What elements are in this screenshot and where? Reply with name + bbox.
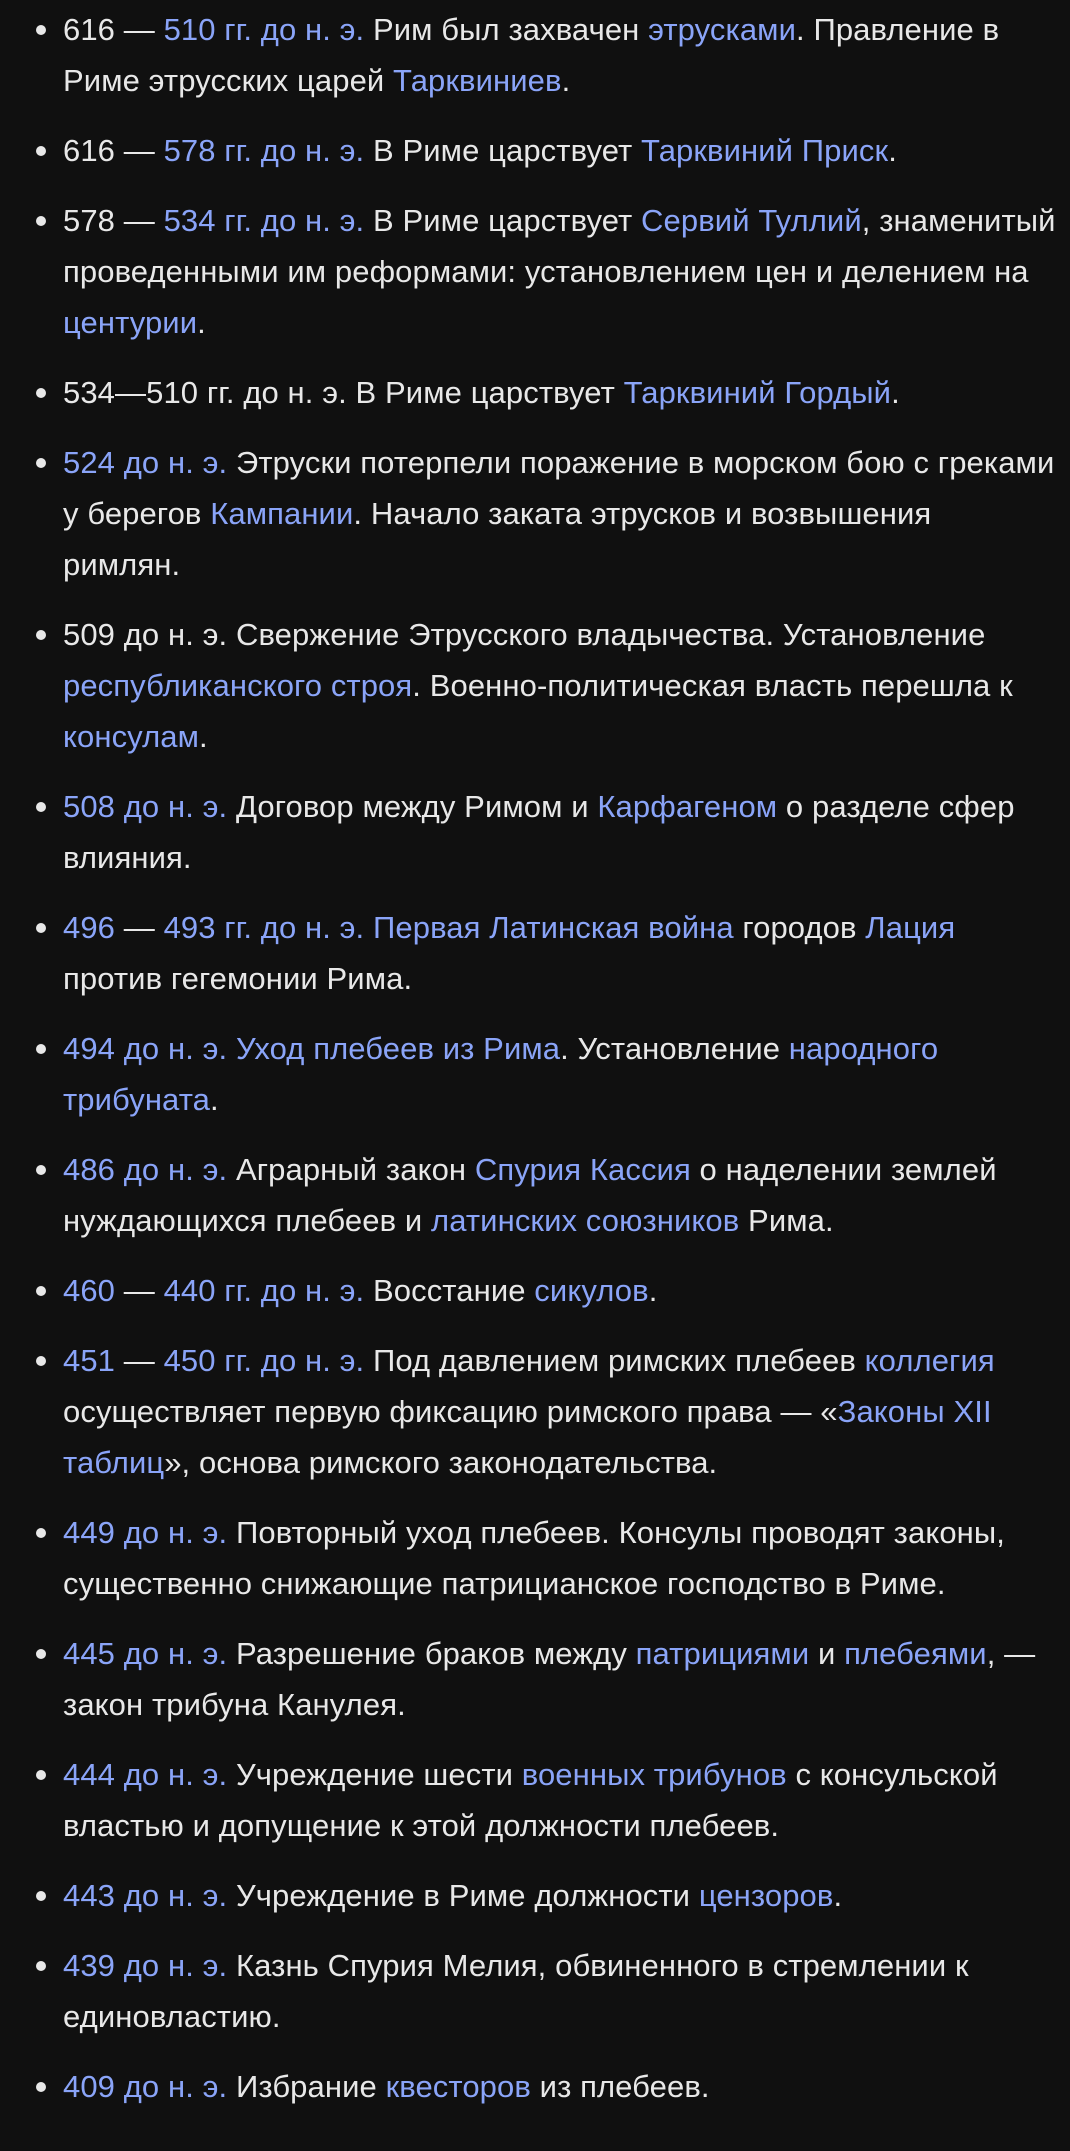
article-link[interactable]: 496 [63, 910, 116, 945]
timeline-item [0, 2061, 1070, 2112]
timeline-item [0, 1749, 1070, 1851]
article-link[interactable]: 444 до н. э. [63, 1757, 228, 1792]
article-link[interactable]: 440 гг. до н. э. [163, 1273, 365, 1308]
timeline-item [0, 781, 1070, 883]
article-link[interactable]: 508 до н. э. [63, 789, 228, 824]
timeline-item [0, 1265, 1070, 1316]
bullet-icon [36, 802, 46, 812]
article-link[interactable]: Лация [865, 910, 956, 945]
item-text: из плебеев. [530, 2069, 710, 2104]
bullet-icon [36, 1528, 46, 1538]
item-text: Восстание [364, 1273, 535, 1308]
item-text: — [115, 1273, 164, 1308]
bullet-icon [36, 1649, 46, 1659]
article-link[interactable]: квесторов [385, 2069, 531, 2104]
item-text: . [648, 1273, 658, 1308]
article-link[interactable]: 534 гг. до н. э. [163, 203, 365, 238]
article-link[interactable]: центурии [63, 305, 198, 340]
item-text: В Риме царствует [364, 203, 642, 238]
item-text: Избрание [227, 2069, 386, 2104]
bullet-icon [36, 2082, 46, 2092]
bullet-icon [36, 923, 46, 933]
article-link[interactable]: 578 гг. до н. э. [163, 133, 365, 168]
item-text: . Военно-политическая власть перешла к [412, 668, 1013, 703]
article-link[interactable]: Карфагеном [597, 789, 778, 824]
article-link[interactable]: латинских союзников [431, 1203, 740, 1238]
article-link[interactable]: 445 до н. э. [63, 1636, 228, 1671]
item-text: , — закон трибуна Канулея. [63, 1636, 1036, 1722]
item-text [227, 1031, 236, 1066]
article-link[interactable]: 486 до н. э. [63, 1152, 228, 1187]
article-link[interactable]: 451 [63, 1343, 116, 1378]
timeline-item [0, 1507, 1070, 1609]
timeline-item [0, 1023, 1070, 1125]
item-text: Казнь Спурия Мелия, обвиненного в стремлении к единовластию. [63, 1948, 969, 2034]
article-link[interactable]: 510 гг. до н. э. [163, 12, 365, 47]
item-text: Рима. [739, 1203, 834, 1238]
timeline-item [0, 437, 1070, 590]
item-text: о разделе сфер влияния. [63, 789, 1015, 875]
article-link[interactable]: Уход плебеев из Рима [235, 1031, 561, 1066]
article-link[interactable]: 439 до н. э. [63, 1948, 228, 1983]
article-link[interactable]: 443 до н. э. [63, 1878, 228, 1913]
item-text: Под давлением римских плебеев [364, 1343, 865, 1378]
timeline-item [0, 609, 1070, 762]
item-text: с консульской властью и допущение к этой должности плебеев. [63, 1757, 998, 1843]
timeline-item [0, 1870, 1070, 1921]
item-text: Рим был захвачен [364, 12, 649, 47]
item-text: Повторный уход плебеев. Консулы проводят законы, существенно снижающие патрицианское господство в Риме. [63, 1515, 1005, 1601]
article-link[interactable]: 493 гг. до н. э. [163, 910, 365, 945]
bullet-icon [36, 216, 46, 226]
article-link[interactable]: Сервий Туллий [641, 203, 862, 238]
item-text: . [210, 1082, 219, 1117]
item-text: 534—510 гг. до н. э. В Риме царствует [63, 375, 624, 410]
article-link[interactable]: 524 до н. э. [63, 445, 228, 480]
article-link[interactable]: 460 [63, 1273, 116, 1308]
article-link[interactable]: консулам [63, 719, 200, 754]
item-text: Этруски потерпели поражение в морском бою с греками у берегов [63, 445, 1055, 531]
item-text: В Риме царствует [364, 133, 642, 168]
item-text: — [115, 1343, 164, 1378]
item-text: », основа римского законодательства. [164, 1445, 718, 1480]
item-text: . [199, 719, 208, 754]
article-link[interactable]: плебеями [844, 1636, 987, 1671]
timeline-item [0, 1144, 1070, 1246]
article-link[interactable]: 494 до н. э. [63, 1031, 228, 1066]
article-link[interactable]: этрусками [648, 12, 797, 47]
article-link[interactable]: сикулов [534, 1273, 649, 1308]
article-link[interactable]: народного трибуната [63, 1031, 939, 1117]
item-text: против гегемонии Рима. [63, 961, 413, 996]
article-link[interactable]: Тарквиниев [393, 63, 562, 98]
bullet-icon [36, 1286, 46, 1296]
item-text [364, 910, 373, 945]
item-text: Учреждение в Риме должности [227, 1878, 699, 1913]
item-text: 509 до н. э. Свержение Этрусского владычества. Установление [63, 617, 986, 652]
article-link[interactable]: цензоров [698, 1878, 834, 1913]
timeline-item [0, 1940, 1070, 2042]
article-link[interactable]: военных трибунов [521, 1757, 787, 1792]
item-text: 616 — [63, 133, 164, 168]
bullet-icon [36, 25, 46, 35]
bullet-icon [36, 146, 46, 156]
bullet-icon [36, 1961, 46, 1971]
item-text: . [561, 63, 571, 98]
item-text: городов [733, 910, 866, 945]
timeline-item [0, 367, 1070, 418]
item-text: Аграрный закон [227, 1152, 475, 1187]
item-text: . Начало заката этрусков и возвышения римлян. [63, 496, 932, 582]
item-text: осуществляет первую фиксацию римского права — « [63, 1394, 838, 1429]
article-link[interactable]: 409 до н. э. [63, 2069, 228, 2104]
item-text: — [115, 910, 164, 945]
article-link[interactable]: 449 до н. э. [63, 1515, 228, 1550]
bullet-icon [36, 1165, 46, 1175]
item-text: и [809, 1636, 845, 1671]
bullet-icon [36, 1044, 46, 1054]
item-text: . Установление [560, 1031, 789, 1066]
article-link[interactable]: республиканского строя [63, 668, 413, 703]
timeline-item [0, 1628, 1070, 1730]
item-text: 578 — [63, 203, 164, 238]
item-text: . [891, 375, 900, 410]
item-text: Учреждение шести [227, 1757, 522, 1792]
item-text: . [888, 133, 897, 168]
article-link[interactable]: Первая Латинская война [373, 910, 734, 945]
timeline-item [0, 195, 1070, 348]
item-text: , знаменитый проведенными им реформами: установлением цен и делением на [63, 203, 1056, 289]
timeline-item [0, 125, 1070, 176]
article-link[interactable]: патрициями [635, 1636, 810, 1671]
bullet-icon [36, 1356, 46, 1366]
timeline-item [0, 1335, 1070, 1488]
article-link[interactable]: Кампании [210, 496, 354, 531]
bullet-icon [36, 630, 46, 640]
item-text: о наделении землей нуждающихся плебеев и [63, 1152, 997, 1238]
article-link[interactable]: Спурия Кассия [474, 1152, 691, 1187]
item-text: Разрешение браков между [227, 1636, 636, 1671]
bullet-icon [36, 1770, 46, 1780]
item-text: . [833, 1878, 843, 1913]
bullet-icon [36, 458, 46, 468]
item-text: . [197, 305, 206, 340]
article-link[interactable]: Законы XII таблиц [63, 1394, 992, 1480]
bullet-icon [36, 1891, 46, 1901]
article-link[interactable]: коллегия [864, 1343, 995, 1378]
article-link[interactable]: Тарквиний Приск [641, 133, 889, 168]
article-link[interactable]: 450 гг. до н. э. [163, 1343, 365, 1378]
item-text: 616 — [63, 12, 164, 47]
article-link[interactable]: Тарквиний Гордый [623, 375, 892, 410]
bullet-icon [36, 388, 46, 398]
timeline-item [0, 902, 1070, 1004]
item-text: Договор между Римом и [227, 789, 598, 824]
item-text: . Правление в Риме этрусских царей [63, 12, 1000, 98]
timeline-item [0, 4, 1070, 106]
